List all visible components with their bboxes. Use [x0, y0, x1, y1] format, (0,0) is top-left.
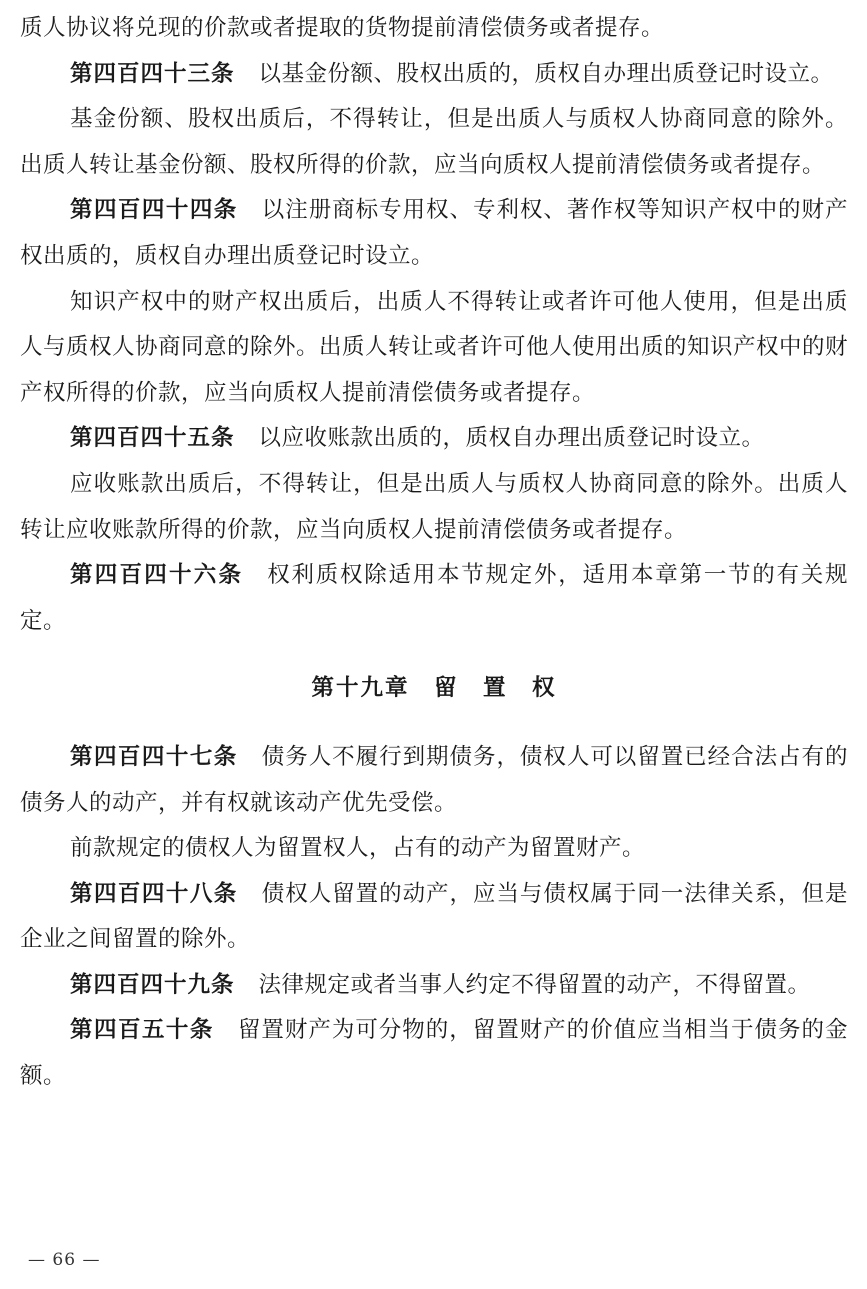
- paragraph: [20, 963, 848, 1009]
- paragraph-text: 债权人留置的动产，应当与债权属于同一法律关系，但是企业之间留置的除外。: [20, 880, 848, 953]
- paragraph-text: 质人协议将兑现的价款或者提取的货物提前清偿债务或者提存。: [20, 15, 665, 41]
- paragraph-text: 权利质权除适用本节规定外，适用本章第一节的有关规定。: [20, 562, 848, 634]
- page-number: — 66 —: [28, 1250, 101, 1270]
- article-number: 第四百四十九条: [70, 971, 235, 998]
- paragraph: [20, 416, 848, 462]
- article-number: 第四百四十五条: [70, 425, 235, 452]
- paragraph: [20, 97, 848, 188]
- chapter-title: 第十九章 留 置 权: [311, 675, 557, 702]
- paragraph-text: 以注册商标专用权、专利权、著作权等知识产权中的财产权出质的，质权自办理出质登记时设立。: [20, 197, 848, 269]
- paragraph-text: 法律规定或者当事人约定不得留置的动产，不得留置。: [258, 971, 811, 998]
- paragraph: [20, 188, 848, 279]
- paragraph-text: 以应收账款出质的，质权自办理出质登记时设立。: [258, 425, 765, 452]
- paragraph: [20, 462, 848, 553]
- paragraph-text: 前款规定的债权人为留置权人，占有的动产为留置财产。: [70, 835, 646, 862]
- article-number: 第四百五十条: [70, 1017, 214, 1044]
- paragraph: [20, 735, 848, 826]
- paragraph-text: 基金份额、股权出质后，不得转让，但是出质人与质权人协商同意的除外。出质人转让基金份额、股权所得的价款，应当向质权人提前清偿债务或者提存。: [20, 106, 848, 178]
- article-number: 第四百四十七条: [70, 743, 238, 770]
- paragraph: [20, 1008, 848, 1099]
- text-body: [20, 6, 848, 1100]
- paragraph: [20, 826, 848, 872]
- paragraph: [20, 52, 848, 98]
- article-number: 第四百四十四条: [70, 197, 238, 224]
- section-top: [20, 6, 848, 644]
- paragraph-text: 应收账款出质后，不得转让，但是出质人与质权人协商同意的除外。出质人转让应收账款所得的价款，应当向质权人提前清偿债务或者提存。: [20, 470, 848, 543]
- section-bottom: [20, 735, 848, 1100]
- paragraph: [20, 553, 848, 644]
- paragraph: [20, 872, 848, 963]
- paragraph-text: 债务人不履行到期债务，债权人可以留置已经合法占有的债务人的动产，并有权就该动产优先受偿。: [20, 743, 848, 816]
- article-number: 第四百四十六条: [70, 562, 244, 589]
- paragraph-text: 以基金份额、股权出质的，质权自办理出质登记时设立。: [258, 60, 834, 87]
- paragraph-text: 知识产权中的财产权出质后，出质人不得转让或者许可他人使用，但是出质人与质权人协商同意的除外。出质人转让或者许可他人使用出质的知识产权中的财产权所得的价款，应当向质权人提前清偿债务或者提存。: [20, 288, 849, 406]
- article-number: 第四百四十八条: [70, 880, 238, 907]
- paragraph: [20, 6, 848, 52]
- paragraph: [20, 280, 848, 417]
- article-number: 第四百四十三条: [70, 60, 235, 87]
- paragraph-text: 留置财产为可分物的，留置财产的价值应当相当于债务的金额。: [20, 1017, 848, 1090]
